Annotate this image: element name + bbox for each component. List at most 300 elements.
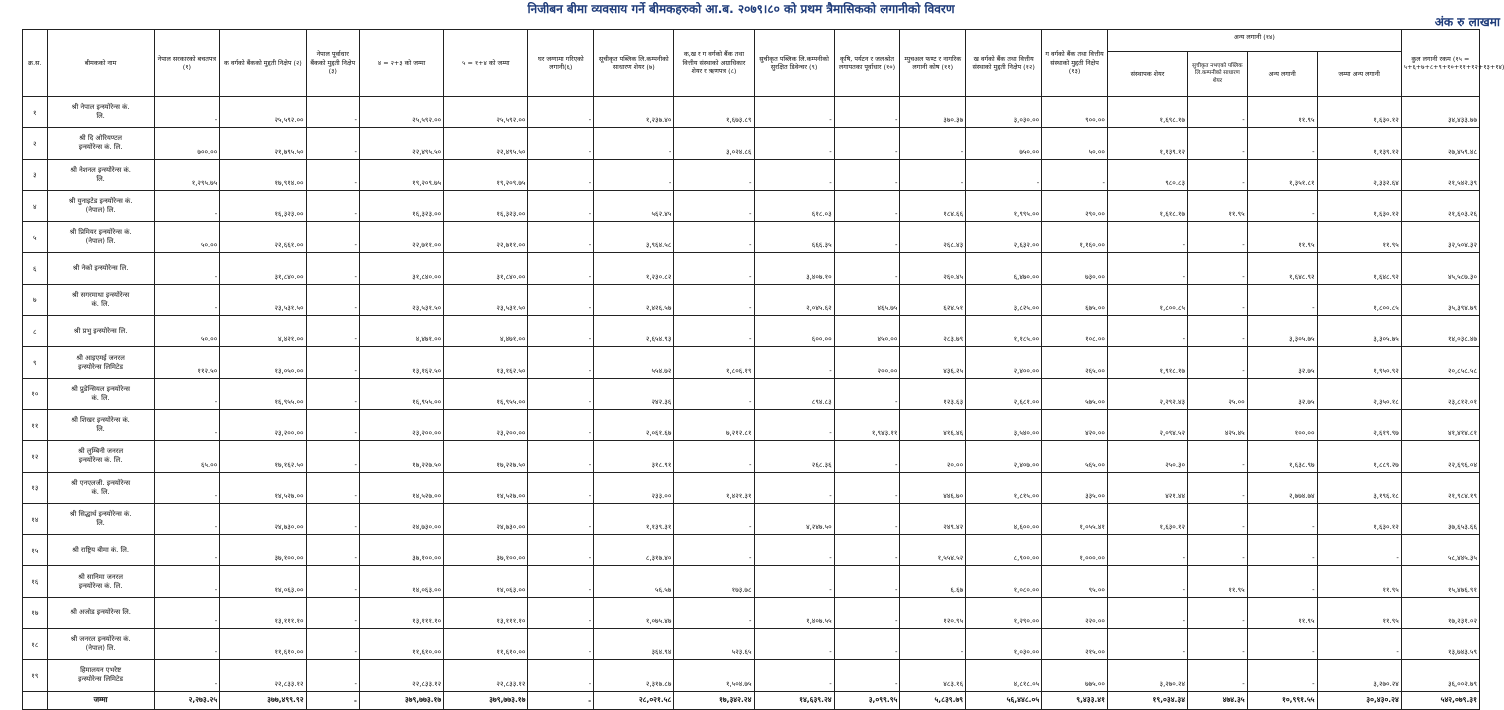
cell-value: ३,९६४.५८ xyxy=(594,222,674,253)
cell-value: ४,२४७.५० xyxy=(754,503,834,534)
cell-value: २६८.३६ xyxy=(754,441,834,472)
cell-value: - xyxy=(528,503,594,534)
cell-value: - xyxy=(528,253,594,284)
cell-value: - xyxy=(834,253,900,284)
cell-value: १,६३०.१२ xyxy=(1317,97,1401,128)
cell-value: - xyxy=(306,660,359,691)
cell-value: २२,४९५.५० xyxy=(359,128,443,159)
insurer-name-line: लि. xyxy=(96,112,105,121)
cell-value: २५.०० xyxy=(1188,378,1248,409)
cell-value: - xyxy=(674,535,754,566)
cell-value: ३२,५०४.३२ xyxy=(1401,222,1479,253)
insurer-name-line: श्री प्रुडेन्सियल इन्स्योरेन्स xyxy=(71,384,131,393)
insurer-name xyxy=(47,378,154,409)
cell-value: - xyxy=(1107,253,1187,284)
insurer-name xyxy=(47,441,154,472)
cell-value: २५,५९२.०० xyxy=(359,97,443,128)
cell-value: १७,१६२.५० xyxy=(220,441,306,472)
cell-value: - xyxy=(306,378,359,409)
insurer-name-line: श्री प्रभु इन्स्योरेन्स लि. xyxy=(73,326,128,335)
cell-value: - xyxy=(1247,629,1317,660)
total-value: १७,३४२.२४ xyxy=(674,691,754,709)
cell-value: - xyxy=(306,190,359,221)
table-row xyxy=(23,159,1480,190)
table-row xyxy=(23,597,1480,628)
cell-value: ३७,१००.०० xyxy=(220,535,306,566)
cell-value: २,३३२.६४ xyxy=(1317,159,1401,190)
cell-value: २१,९८४.१९ xyxy=(1401,472,1479,503)
insurer-name xyxy=(47,503,154,534)
cell-value: १,१८५.०० xyxy=(966,316,1042,347)
cell-value: १,०५५.४१ xyxy=(1042,503,1108,534)
cell-value: - xyxy=(306,503,359,534)
cell-value: १,५५४.५२ xyxy=(900,535,966,566)
cell-value: - xyxy=(674,378,754,409)
cell-value: - xyxy=(154,566,220,597)
cell-value: - xyxy=(900,159,966,190)
total-label: जम्मा xyxy=(47,691,154,709)
table-row xyxy=(23,378,1480,409)
cell-value: १२०.९५ xyxy=(900,597,966,628)
cell-value: २०.०० xyxy=(900,441,966,472)
cell-value: १,६३०.१२ xyxy=(1317,503,1401,534)
cell-value: ११.९५ xyxy=(1247,222,1317,253)
cell-value: - xyxy=(306,472,359,503)
cell-value: - xyxy=(154,378,220,409)
cell-value: १४,५२७.०० xyxy=(444,472,528,503)
cell-value: - xyxy=(1188,284,1248,315)
cell-value: १,२९०.०० xyxy=(966,597,1042,628)
header-c12: ख वर्गको बैंक तथा वित्तीय संस्थाको मुद्दती निक्षेप (१२) xyxy=(966,30,1042,97)
cell-value: २३,८१२.०१ xyxy=(1401,378,1479,409)
header-c14a: संस्थापक शेयर xyxy=(1107,52,1187,97)
cell-value: ५६२.४५ xyxy=(594,190,674,221)
cell-value: ६६६.३५ xyxy=(754,222,834,253)
cell-value: ११.९५ xyxy=(1317,222,1401,253)
cell-value: २१५.०० xyxy=(1042,629,1108,660)
cell-value: - xyxy=(528,409,594,440)
cell-value: २१,६०३.२६ xyxy=(1401,190,1479,221)
cell-value: - xyxy=(754,347,834,378)
cell-value: - xyxy=(306,629,359,660)
cell-value: - xyxy=(306,159,359,190)
cell-value: - xyxy=(1107,629,1187,660)
cell-value: ५०.०० xyxy=(154,222,220,253)
cell-value: ११,६१०.०० xyxy=(444,629,528,660)
cell-value: १३,१६२.५० xyxy=(444,347,528,378)
page-title: निजीबन बीमा व्यवसाय गर्ने बीमकहरुको आ.ब. २०७९।८० को प्रथम त्रैमासिकको लगानीको विवरण xyxy=(527,2,955,16)
cell-value: २२,८३३.१२ xyxy=(444,660,528,691)
table-row xyxy=(23,316,1480,347)
cell-value: ११.९५ xyxy=(1317,597,1401,628)
insurer-name-line: श्री सानिमा जनरल xyxy=(78,572,123,581)
cell-value: १,१३९.१२ xyxy=(1107,128,1187,159)
cell-value: २४,७३०.०० xyxy=(220,503,306,534)
insurer-name-line: श्री नेको इन्स्योरेन्स लि. xyxy=(72,264,129,273)
header-c8: क,ख र ग वर्गको बैंक तथा वित्तीय संस्थाको अग्राधिकार शेयर र ऋणपत्र (८) xyxy=(674,30,754,97)
cell-value: १४,५२७.०० xyxy=(220,472,306,503)
cell-value: २,७७४.७४ xyxy=(1247,472,1317,503)
cell-value: ११.९५ xyxy=(1247,97,1317,128)
cell-value: ६७५.०० xyxy=(1042,284,1108,315)
insurer-name-line: कं. लि. xyxy=(91,299,110,308)
row-serial: १८ xyxy=(23,629,48,660)
cell-value: - xyxy=(528,316,594,347)
cell-value: ३,४०७.१० xyxy=(754,253,834,284)
cell-value: १७,२३१.०२ xyxy=(1401,597,1479,628)
cell-value: ५२३.६५ xyxy=(674,629,754,660)
cell-value: - xyxy=(528,347,594,378)
row-serial: १२ xyxy=(23,441,48,472)
total-value: ३,०९९.९५ xyxy=(834,691,900,709)
cell-value: १,९५०.९२ xyxy=(1317,347,1401,378)
cell-value: - xyxy=(834,190,900,221)
row-serial: ५ xyxy=(23,222,48,253)
cell-value: १७,९१४.०० xyxy=(220,159,306,190)
header-sn: क्र.स. xyxy=(23,30,48,97)
header-c9: सुचीकृत पब्लिक लि.कम्पनीको सुरक्षित डिवेन्चर (९) xyxy=(754,30,834,97)
row-serial: १६ xyxy=(23,566,48,597)
cell-value: १४,०६३.०० xyxy=(444,566,528,597)
cell-value: - xyxy=(154,629,220,660)
cell-value: १,६९८.१७ xyxy=(1107,97,1187,128)
cell-value: ७७५.०० xyxy=(1042,660,1108,691)
cell-value: १,६३०.१२ xyxy=(1317,190,1401,221)
cell-value: १,२३७.४० xyxy=(594,97,674,128)
cell-value: ८,३१७.४० xyxy=(594,535,674,566)
cell-value: - xyxy=(154,503,220,534)
insurer-name-line: इन्स्योरेन्स कं. लि. xyxy=(78,581,123,590)
cell-value: - xyxy=(528,284,594,315)
cell-value: - xyxy=(754,472,834,503)
table-row xyxy=(23,409,1480,440)
total-empty xyxy=(23,691,48,709)
cell-value: १,१३९.३१ xyxy=(594,503,674,534)
cell-value: - xyxy=(528,378,594,409)
cell-value: ६,४७०.०० xyxy=(966,253,1042,284)
cell-value: - xyxy=(674,503,754,534)
table-row xyxy=(23,222,1480,253)
cell-value: २,३१७.८७ xyxy=(594,660,674,691)
cell-value: १८४.६६ xyxy=(900,190,966,221)
cell-value: २६५.०० xyxy=(1042,347,1108,378)
cell-value: ५६५.०० xyxy=(1042,441,1108,472)
cell-value: - xyxy=(1247,503,1317,534)
cell-value: १,६७३.८९ xyxy=(674,97,754,128)
cell-value: - xyxy=(900,629,966,660)
header-c14b: सुचीकृत नभएको पब्लिक लि.कम्पनीको साधारण शेयर xyxy=(1188,52,1248,97)
cell-value: ११.९५ xyxy=(1188,566,1248,597)
cell-value: - xyxy=(1188,222,1248,253)
insurer-name-line: श्री नेशनल इन्स्योरेन्स कं. xyxy=(70,165,131,174)
total-value: ३७९,७७३.१७ xyxy=(444,691,528,709)
cell-value: ११२.५० xyxy=(154,347,220,378)
cell-value: - xyxy=(1188,660,1248,691)
cell-value: - xyxy=(594,159,674,190)
cell-value: - xyxy=(1188,503,1248,534)
cell-value: - xyxy=(306,566,359,597)
total-value: ३०,४३०.२४ xyxy=(1317,691,1401,709)
cell-value: ४,४७१.०० xyxy=(359,316,443,347)
cell-value: - xyxy=(154,253,220,284)
cell-value: २,६५४.९३ xyxy=(594,316,674,347)
header-name: बीमकको नाम xyxy=(47,30,154,97)
total-value: ५६,४४८.०५ xyxy=(966,691,1042,709)
cell-value: ३,०२४.८६ xyxy=(674,128,754,159)
cell-value: ६५.०० xyxy=(154,441,220,472)
cell-value: - xyxy=(1247,128,1317,159)
cell-value: - xyxy=(834,535,900,566)
cell-value: ३२.७५ xyxy=(1247,378,1317,409)
cell-value: २३,५३१.५० xyxy=(444,284,528,315)
cell-value: १,४२१.३१ xyxy=(674,472,754,503)
row-serial: ८ xyxy=(23,316,48,347)
cell-value: - xyxy=(1188,472,1248,503)
cell-value: २२,८३३.१२ xyxy=(220,660,306,691)
total-value: ५४२,०७९.३१ xyxy=(1401,691,1479,709)
cell-value: - xyxy=(1247,535,1317,566)
cell-value: ४३६.२५ xyxy=(900,347,966,378)
cell-value: १,८०६.१९ xyxy=(674,347,754,378)
cell-value: - xyxy=(1188,441,1248,472)
cell-value: - xyxy=(1107,566,1187,597)
cell-value: - xyxy=(834,566,900,597)
table-row xyxy=(23,253,1480,284)
cell-value: ३७,६५३.६६ xyxy=(1401,503,1479,534)
insurer-name-line: श्री अजोड इन्स्योरेन्स लि. xyxy=(70,608,131,617)
total-value: ४७४.३५ xyxy=(1188,691,1248,709)
cell-value: ७३०.०० xyxy=(1042,253,1108,284)
cell-value: २,२९२.४३ xyxy=(1107,378,1187,409)
cell-value: - xyxy=(1188,316,1248,347)
row-serial: १७ xyxy=(23,597,48,628)
row-serial: १ xyxy=(23,97,48,128)
row-serial: १४ xyxy=(23,503,48,534)
cell-value: ७,२१२.८१ xyxy=(674,409,754,440)
cell-value: ९५.०० xyxy=(1042,566,1108,597)
cell-value: - xyxy=(834,441,900,472)
insurer-name-line: हिमालयन एभरेष्ट xyxy=(80,666,122,675)
insurer-name-line: कं. लि. xyxy=(91,393,110,402)
cell-value: - xyxy=(154,190,220,221)
insurer-name-line: श्री सगरमाथा इन्स्योरेन्स xyxy=(71,290,130,299)
cell-value: १७,२२७.५० xyxy=(444,441,528,472)
insurer-name xyxy=(47,159,154,190)
cell-value: ८९४.८३ xyxy=(754,378,834,409)
cell-value: १,८८९.२७ xyxy=(1317,441,1401,472)
cell-value: ६२४.५१ xyxy=(900,284,966,315)
cell-value: ४१६.४६ xyxy=(900,409,966,440)
cell-value: २,४२६.५७ xyxy=(594,284,674,315)
cell-value: २७,४५९.४८ xyxy=(1401,128,1479,159)
cell-value: - xyxy=(674,284,754,315)
cell-value: ३७,१००.०० xyxy=(444,535,528,566)
cell-value: २,०६१.६७ xyxy=(594,409,674,440)
cell-value: २३,२००.०० xyxy=(444,409,528,440)
cell-value: २२,६९६.०४ xyxy=(1401,441,1479,472)
cell-value: - xyxy=(528,535,594,566)
cell-value: १६,३२३.०० xyxy=(444,190,528,221)
cell-value: २४,७३०.०० xyxy=(444,503,528,534)
cell-value: - xyxy=(1042,159,1108,190)
cell-value: १,६३८.९७ xyxy=(1247,441,1317,472)
cell-value: - xyxy=(1188,347,1248,378)
insurer-name xyxy=(47,284,154,315)
unit-note: अंक रु लाखमा xyxy=(1434,15,1500,29)
header-c5: ५ = १+४ को जम्मा xyxy=(444,30,528,97)
cell-value: २४,७३०.०० xyxy=(359,503,443,534)
cell-value: - xyxy=(834,159,900,190)
header-c14d: जम्मा अन्य लगानी xyxy=(1317,52,1401,97)
cell-value: - xyxy=(306,409,359,440)
cell-value: - xyxy=(966,159,1042,190)
insurer-name xyxy=(47,535,154,566)
cell-value: ४२१.४४ xyxy=(1107,472,1187,503)
table-row xyxy=(23,128,1480,159)
cell-value: - xyxy=(754,128,834,159)
cell-value: ११,६१०.०० xyxy=(220,629,306,660)
cell-value: - xyxy=(154,535,220,566)
insurer-name xyxy=(47,253,154,284)
cell-value: ४४६.७० xyxy=(900,472,966,503)
cell-value: १३,७४३.५९ xyxy=(1401,629,1479,660)
cell-value: १५,४७६.९१ xyxy=(1401,566,1479,597)
cell-value: २१,५४२.३९ xyxy=(1401,159,1479,190)
cell-value: - xyxy=(834,222,900,253)
row-serial: ४ xyxy=(23,190,48,221)
table-row xyxy=(23,629,1480,660)
cell-value: - xyxy=(674,316,754,347)
cell-value: - xyxy=(674,159,754,190)
cell-value: ५६.५७ xyxy=(594,566,674,597)
cell-value: - xyxy=(306,535,359,566)
cell-value: - xyxy=(528,629,594,660)
cell-value: ४८३.१६ xyxy=(900,660,966,691)
cell-value: - xyxy=(1247,284,1317,315)
cell-value: ३६४.९४ xyxy=(594,629,674,660)
cell-value: ३१,८४०.०० xyxy=(220,253,306,284)
cell-value: - xyxy=(674,441,754,472)
cell-value: - xyxy=(1188,535,1248,566)
insurer-name-line: इन्स्योरेन्स कं. लि. xyxy=(78,143,123,152)
cell-value: १,०८०.०० xyxy=(966,566,1042,597)
cell-value: - xyxy=(1188,253,1248,284)
insurer-name-line: कं. लि. xyxy=(91,487,110,496)
cell-value: - xyxy=(834,97,900,128)
cell-value: ४२५.४५ xyxy=(1188,409,1248,440)
row-serial: ११ xyxy=(23,409,48,440)
cell-value: - xyxy=(1107,316,1187,347)
cell-value: - xyxy=(594,128,674,159)
cell-value: - xyxy=(834,629,900,660)
cell-value: १४,०३८.४७ xyxy=(1401,316,1479,347)
cell-value: ३,१९६.१८ xyxy=(1317,472,1401,503)
cell-value: - xyxy=(306,347,359,378)
row-serial: १० xyxy=(23,378,48,409)
cell-value: १,९१८.१७ xyxy=(1107,347,1187,378)
cell-value: २३,५३१.५० xyxy=(220,284,306,315)
cell-value: ३१८.९१ xyxy=(594,441,674,472)
cell-value: १६,९५५.०० xyxy=(359,378,443,409)
total-value: ९,४३३.४१ xyxy=(1042,691,1108,709)
cell-value: ४२०.०० xyxy=(1042,409,1108,440)
cell-value: ३,३०५.७५ xyxy=(1247,316,1317,347)
cell-value: ३१,८४०.०० xyxy=(359,253,443,284)
cell-value: १,८१५.०० xyxy=(966,472,1042,503)
table-row xyxy=(23,472,1480,503)
cell-value: - xyxy=(1107,597,1187,628)
cell-value: १६,९५५.०० xyxy=(444,378,528,409)
insurer-name xyxy=(47,97,154,128)
insurer-name-line: (नेपाल) लि. xyxy=(85,237,116,246)
cell-value: १,३५१.८१ xyxy=(1247,159,1317,190)
cell-value: - xyxy=(306,128,359,159)
row-serial: १५ xyxy=(23,535,48,566)
cell-value: २,०९४.५२ xyxy=(1107,409,1187,440)
cell-value: १३,१११.१० xyxy=(220,597,306,628)
row-serial: ३ xyxy=(23,159,48,190)
cell-value: - xyxy=(1188,597,1248,628)
cell-value: १४,५२७.०० xyxy=(359,472,443,503)
cell-value: २,६१९.९७ xyxy=(1317,409,1401,440)
cell-value: २२,४९५.५० xyxy=(444,128,528,159)
cell-value: २९०.०० xyxy=(1042,190,1108,221)
cell-value: २१,७९५.५० xyxy=(220,128,306,159)
total-value: २,२७३.२५ xyxy=(154,691,220,709)
header-c7: सूचीकृत पब्लिक लि.कम्पनीको साधारण शेयर (७) xyxy=(594,30,674,97)
cell-value: २८३.७९ xyxy=(900,316,966,347)
table-row xyxy=(23,97,1480,128)
cell-value: १,१३९.१२ xyxy=(1317,128,1401,159)
cell-value: २३,५३१.५० xyxy=(359,284,443,315)
insurer-name-line: श्री आइएमई जनरल xyxy=(76,353,125,362)
cell-value: - xyxy=(1188,97,1248,128)
cell-value: - xyxy=(1188,159,1248,190)
cell-value: १६,३२३.०० xyxy=(359,190,443,221)
cell-value: १६,९५५.०० xyxy=(220,378,306,409)
cell-value: ३,८२५.०० xyxy=(966,284,1042,315)
row-serial: १३ xyxy=(23,472,48,503)
insurer-name xyxy=(47,660,154,691)
cell-value: - xyxy=(528,97,594,128)
cell-value: - xyxy=(834,472,900,503)
insurer-name-line: इन्स्योरेन्स लिमिटेड xyxy=(78,675,123,684)
insurer-name xyxy=(47,629,154,660)
insurer-name-line: श्री युनाइटेड इन्स्योरेन्स कं. xyxy=(68,197,133,206)
table-row xyxy=(23,284,1480,315)
cell-value: ४,८१८.०५ xyxy=(966,660,1042,691)
header-c14c: अन्य लगानी xyxy=(1247,52,1317,97)
cell-value: १,६१८.१७ xyxy=(1107,190,1187,221)
insurer-name-line: श्री शिखर इन्स्योरेन्स कं. xyxy=(71,416,130,425)
header-c11: म्युचअल फण्ट र नागरिक लगानी कोष (११) xyxy=(900,30,966,97)
cell-value: - xyxy=(674,222,754,253)
cell-value: - xyxy=(306,597,359,628)
header-c13: ग वर्गको बैंक तथा वित्तीय संस्थाको मुद्दती निक्षेप (१३) xyxy=(1042,30,1108,97)
insurer-name-line: श्री एनएलजी. इन्स्योरेन्स xyxy=(71,478,131,487)
insurer-name-line: लि. xyxy=(96,174,105,183)
cell-value: १,८००.८५ xyxy=(1107,284,1187,315)
insurer-name-line: श्री प्रिमियर इन्स्योरेन्स कं. xyxy=(69,228,132,237)
cell-value: ६००.०० xyxy=(754,316,834,347)
cell-value: २३,२००.०० xyxy=(359,409,443,440)
table-row xyxy=(23,190,1480,221)
cell-value: - xyxy=(306,253,359,284)
insurer-name-line: (नेपाल) लि. xyxy=(85,206,116,215)
cell-value: २२,७११.०० xyxy=(359,222,443,253)
cell-value: ६१८.०३ xyxy=(754,190,834,221)
total-value: २८,०२१.५८ xyxy=(594,691,674,709)
